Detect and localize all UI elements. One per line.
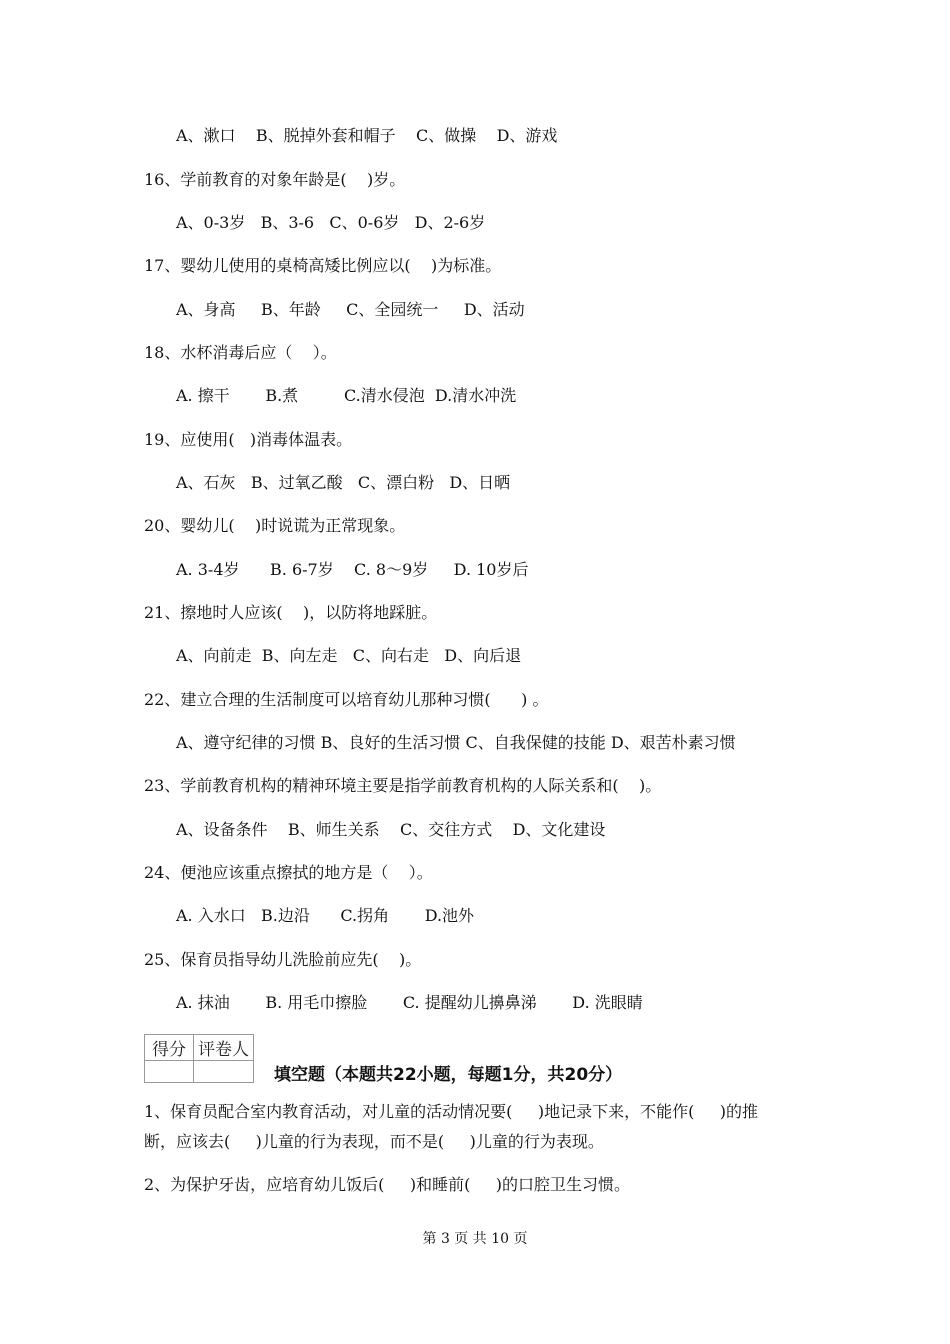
fill-q1-line1: 1、保育员配合室内教育活动，对儿童的活动情况要( )地记录下来，不能作( )的推 <box>144 1102 759 1121</box>
q20-options: A. 3-4岁 B. 6-7岁 C. 8～9岁 D. 10岁后 <box>176 560 529 579</box>
section-title: 填空题（本题共22小题，每题1分，共20分） <box>274 1065 623 1085</box>
q19-options: A、石灰 B、过氧乙酸 C、漂白粉 D、日晒 <box>176 473 511 492</box>
fill-q1-line2: 断，应该去( )儿童的行为表现，而不是( )儿童的行为表现。 <box>144 1132 604 1151</box>
q23-options: A、设备条件 B、师生关系 C、交往方式 D、文化建设 <box>176 820 606 839</box>
score-cell <box>145 1061 194 1083</box>
reviewer-label: 评卷人 <box>194 1035 254 1061</box>
q17-options: A、身高 B、年龄 C、全园统一 D、活动 <box>176 300 525 319</box>
q15-options: A、漱口 B、脱掉外套和帽子 C、做操 D、游戏 <box>176 126 558 145</box>
q24-question: 24、便池应该重点擦拭的地方是（ ）。 <box>144 863 433 882</box>
q20-question: 20、婴幼儿( )时说谎为正常现象。 <box>144 516 406 535</box>
q18-question: 18、水杯消毒后应（ ）。 <box>144 343 337 362</box>
q22-question: 22、建立合理的生活制度可以培育幼儿那种习惯( ) 。 <box>144 690 549 709</box>
q16-options: A、0-3岁 B、3-6 C、0-6岁 D、2-6岁 <box>176 213 486 232</box>
page-footer: 第 3 页 共 10 页 <box>422 1231 528 1247</box>
score-label: 得分 <box>145 1035 194 1061</box>
q21-question: 21、擦地时人应该( )，以防将地踩脏。 <box>144 603 438 622</box>
q22-options: A、遵守纪律的习惯 B、良好的生活习惯 C、自我保健的技能 D、艰苦朴素习惯 <box>176 733 736 752</box>
q17-question: 17、婴幼儿使用的桌椅高矮比例应以( )为标准。 <box>144 256 502 275</box>
q25-question: 25、保育员指导幼儿洗脸前应先( )。 <box>144 950 422 969</box>
q19-question: 19、应使用( )消毒体温表。 <box>144 430 353 449</box>
q16-question: 16、学前教育的对象年龄是( )岁。 <box>144 170 406 189</box>
q24-options: A. 入水口 B.边沿 C.拐角 D.池外 <box>176 906 475 925</box>
reviewer-cell <box>194 1061 254 1083</box>
score-box <box>144 1034 254 1083</box>
q23-question: 23、学前教育机构的精神环境主要是指学前教育机构的人际关系和( )。 <box>144 776 662 795</box>
q25-options: A. 抹油 B. 用毛巾擦脸 C. 提醒幼儿擤鼻涕 D. 洗眼睛 <box>176 993 643 1012</box>
fill-q2: 2、为保护牙齿，应培育幼儿饭后( )和睡前( )的口腔卫生习惯。 <box>144 1175 631 1194</box>
q21-options: A、向前走 B、向左走 C、向右走 D、向后退 <box>176 646 522 665</box>
q18-options: A. 擦干 B.煮 C.清水侵泡 D.清水冲洗 <box>176 386 517 405</box>
